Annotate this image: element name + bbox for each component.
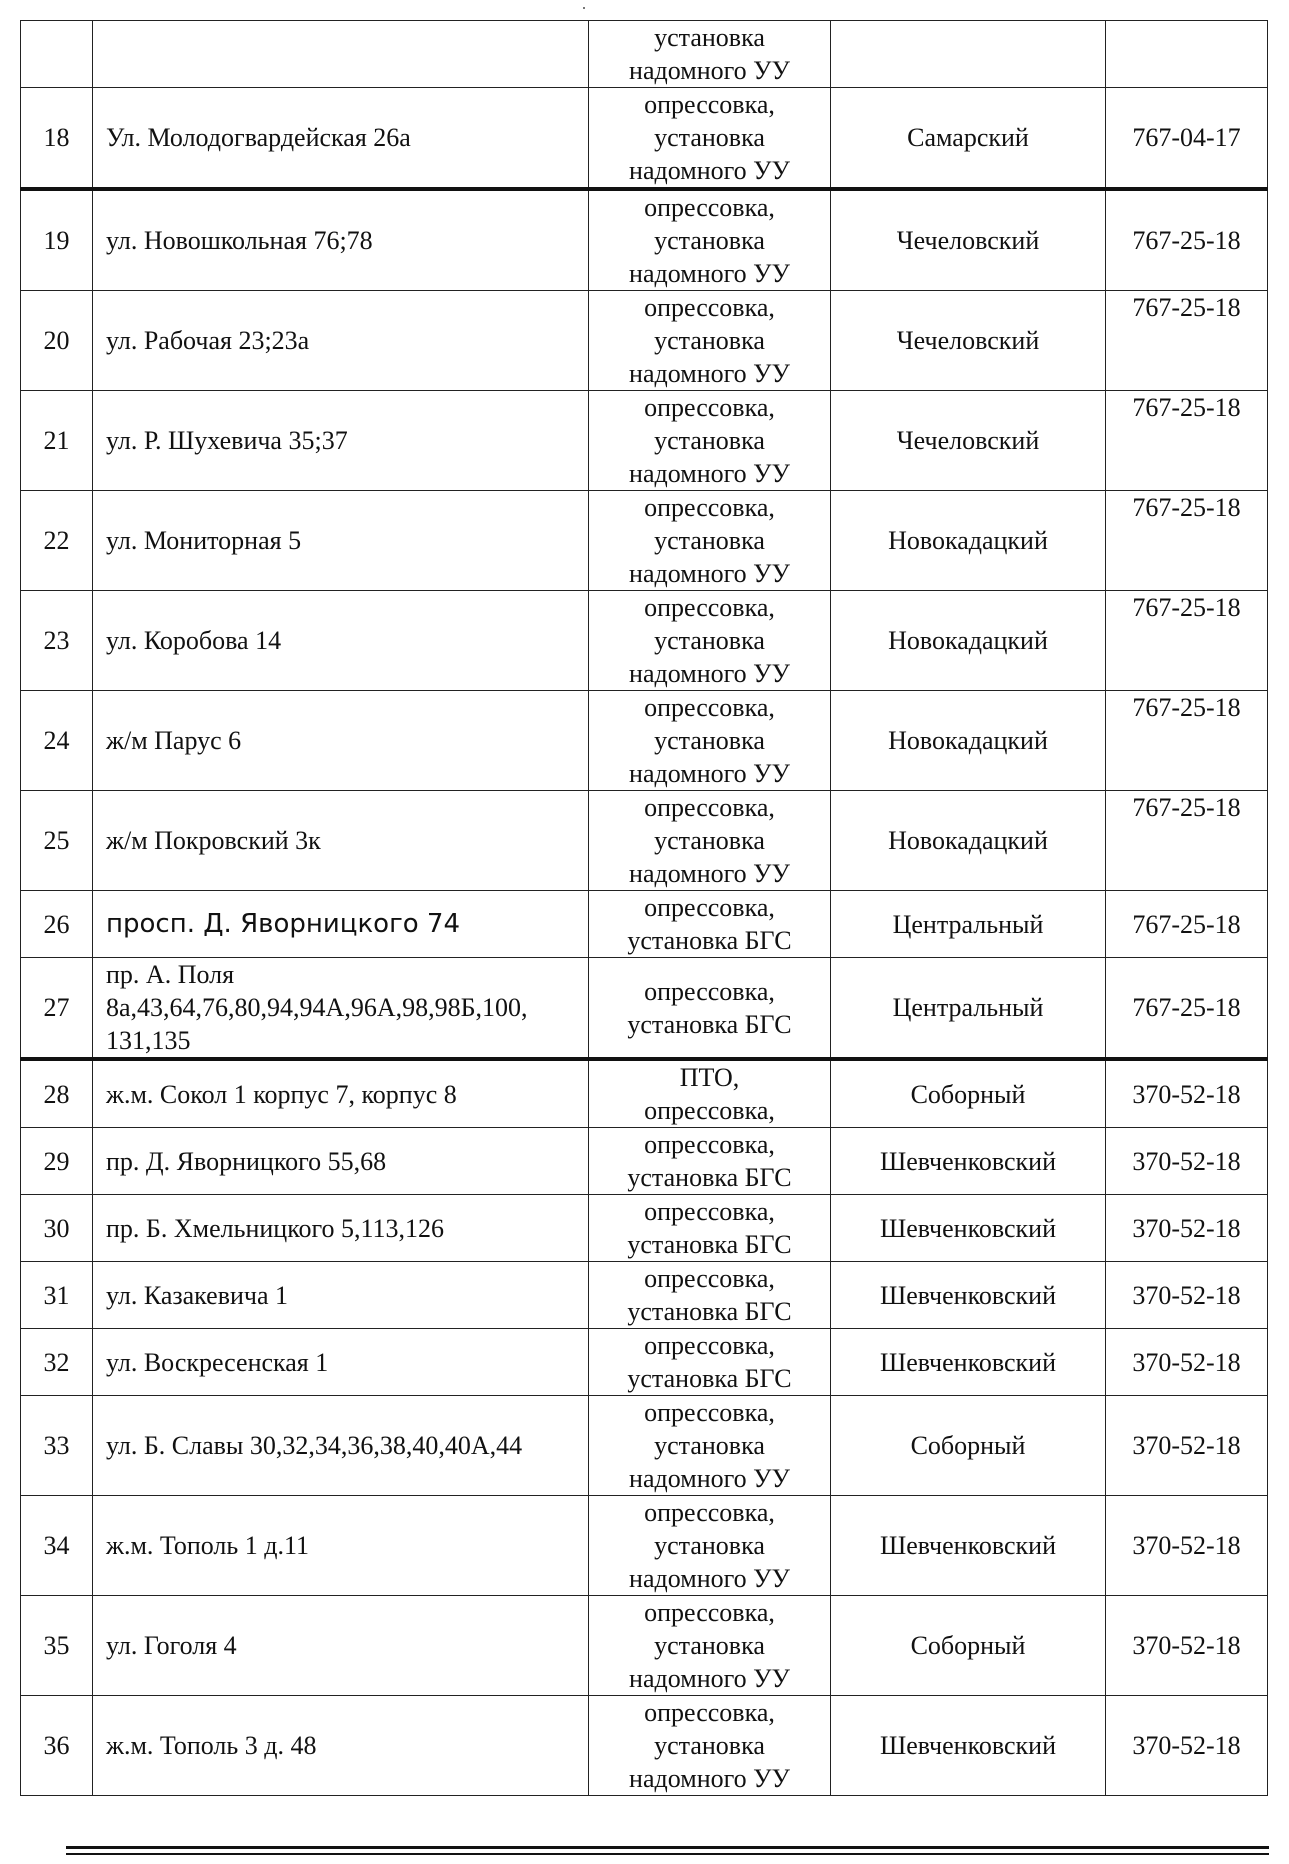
- table-body: [21, 21, 1268, 1796]
- work-type-line: опрессовка,: [644, 1096, 775, 1125]
- row-number: 24: [21, 691, 93, 791]
- address-line: 131,135: [106, 1026, 191, 1055]
- work-type-line: опрессовка,: [644, 393, 775, 422]
- address-cell: [93, 591, 589, 691]
- phone-cell: [1106, 21, 1268, 88]
- work-type-line: надомного УУ: [629, 259, 790, 288]
- row-number: 23: [21, 591, 93, 691]
- phone-cell: 370-52-18: [1106, 1262, 1268, 1329]
- row-number: 22: [21, 491, 93, 591]
- table-row: [21, 1195, 1268, 1262]
- address-line: ул. Новошкольная 76;78: [106, 226, 373, 255]
- address-cell: [93, 1059, 589, 1128]
- work-type-cell: [589, 88, 831, 190]
- address-line: ул. Рабочая 23;23а: [106, 326, 310, 355]
- work-type-line: опрессовка,: [644, 893, 775, 922]
- row-number: 27: [21, 958, 93, 1060]
- bottom-rule: [66, 1846, 1269, 1849]
- address-cell: [93, 1262, 589, 1329]
- work-type-line: опрессовка,: [644, 193, 775, 222]
- work-type-line: опрессовка,: [644, 976, 775, 1006]
- district-cell: Центральный: [831, 891, 1106, 958]
- phone-cell: 767-25-18: [1106, 391, 1268, 491]
- work-type-line: ПТО,: [679, 1063, 740, 1092]
- district-cell: Шевченковский: [831, 1496, 1106, 1596]
- row-number: 32: [21, 1329, 93, 1396]
- work-type-line: надомного УУ: [629, 1664, 790, 1693]
- work-type-cell: [589, 491, 831, 591]
- phone-cell: 370-52-18: [1106, 1396, 1268, 1496]
- phone-cell: 370-52-18: [1106, 1696, 1268, 1796]
- row-number: 18: [21, 88, 93, 190]
- work-type-line: установка БГС: [627, 926, 792, 955]
- district-cell: Новокадацкий: [831, 591, 1106, 691]
- work-type-line: установка БГС: [627, 1009, 792, 1039]
- work-type-line: опрессовка,: [644, 1598, 775, 1627]
- scan-dot: [583, 7, 585, 9]
- address-line: ж.м. Тополь 3 д. 48: [106, 1731, 317, 1760]
- phone-cell: 370-52-18: [1106, 1059, 1268, 1128]
- work-type-line: установка: [654, 526, 765, 555]
- address-cell: [93, 21, 589, 88]
- address-line: ул. Р. Шухевича 35;37: [106, 426, 348, 455]
- district-cell: Чечеловский: [831, 189, 1106, 291]
- row-number: 31: [21, 1262, 93, 1329]
- phone-cell: 370-52-18: [1106, 1329, 1268, 1396]
- table-row: [21, 291, 1268, 391]
- address-cell: [93, 189, 589, 291]
- schedule-table: [20, 20, 1268, 1796]
- work-type-line: опрессовка,: [644, 493, 775, 522]
- district-cell: Шевченковский: [831, 1128, 1106, 1195]
- work-type-cell: [589, 1329, 831, 1396]
- phone-cell: 767-04-17: [1106, 88, 1268, 190]
- work-type-line: установка: [654, 123, 765, 152]
- district-cell: Соборный: [831, 1059, 1106, 1128]
- work-type-cell: [589, 1596, 831, 1696]
- work-type-line: опрессовка,: [644, 1130, 775, 1159]
- work-type-line: опрессовка,: [644, 1498, 775, 1527]
- district-cell: Центральный: [831, 958, 1106, 1060]
- address-line: ж.м. Сокол 1 корпус 7, корпус 8: [106, 1079, 457, 1109]
- work-type-cell: [589, 591, 831, 691]
- address-line: просп. Д. Яворницкого 74: [106, 908, 460, 939]
- row-number: [21, 21, 93, 88]
- district-cell: Шевченковский: [831, 1195, 1106, 1262]
- work-type-line: опрессовка,: [644, 793, 775, 822]
- row-number: 19: [21, 189, 93, 291]
- work-type-cell: [589, 391, 831, 491]
- phone-cell: 767-25-18: [1106, 958, 1268, 1060]
- work-type-cell: [589, 1262, 831, 1329]
- work-type-line: установка: [654, 626, 765, 655]
- address-cell: [93, 391, 589, 491]
- address-cell: [93, 1128, 589, 1195]
- row-number: 30: [21, 1195, 93, 1262]
- work-type-cell: [589, 1195, 831, 1262]
- phone-cell: 370-52-18: [1106, 1128, 1268, 1195]
- district-cell: Шевченковский: [831, 1329, 1106, 1396]
- work-type-line: установка БГС: [627, 1230, 792, 1259]
- work-type-line: установка БГС: [627, 1163, 792, 1192]
- work-type-line: установка БГС: [627, 1297, 792, 1326]
- work-type-line: надомного УУ: [629, 859, 790, 888]
- work-type-line: надомного УУ: [629, 359, 790, 388]
- work-type-cell: [589, 291, 831, 391]
- row-number: 26: [21, 891, 93, 958]
- row-number: 28: [21, 1059, 93, 1128]
- district-cell: Шевченковский: [831, 1262, 1106, 1329]
- row-number: 33: [21, 1396, 93, 1496]
- row-number: 34: [21, 1496, 93, 1596]
- address-cell: [93, 1496, 589, 1596]
- row-number: 36: [21, 1696, 93, 1796]
- table-row: [21, 391, 1268, 491]
- table-row: [21, 1329, 1268, 1396]
- work-type-line: опрессовка,: [644, 1698, 775, 1727]
- work-type-cell: [589, 791, 831, 891]
- work-type-line: установка: [654, 23, 765, 52]
- table-row: [21, 189, 1268, 291]
- phone-cell: 767-25-18: [1106, 891, 1268, 958]
- work-type-line: надомного УУ: [629, 659, 790, 688]
- address-line: ул. Гоголя 4: [106, 1631, 237, 1660]
- work-type-cell: [589, 1496, 831, 1596]
- district-cell: Соборный: [831, 1396, 1106, 1496]
- address-line: ул. Казакевича 1: [106, 1280, 289, 1310]
- work-type-line: опрессовка,: [644, 1197, 775, 1226]
- work-type-line: надомного УУ: [629, 759, 790, 788]
- work-type-line: установка: [654, 1631, 765, 1660]
- phone-cell: 767-25-18: [1106, 491, 1268, 591]
- address-cell: [93, 791, 589, 891]
- work-type-line: установка: [654, 1531, 765, 1560]
- phone-cell: 370-52-18: [1106, 1195, 1268, 1262]
- table-row: [21, 1696, 1268, 1796]
- district-cell: Соборный: [831, 1596, 1106, 1696]
- work-type-line: установка БГС: [627, 1364, 792, 1393]
- table-row: [21, 1396, 1268, 1496]
- work-type-line: опрессовка,: [644, 1398, 775, 1427]
- table-row: [21, 491, 1268, 591]
- work-type-line: надомного УУ: [629, 459, 790, 488]
- work-type-cell: [589, 1059, 831, 1128]
- address-line: ул. Воскресенская 1: [106, 1347, 329, 1377]
- address-cell: [93, 1396, 589, 1496]
- row-number: 20: [21, 291, 93, 391]
- work-type-line: опрессовка,: [644, 1331, 775, 1360]
- address-line: пр. Д. Яворницкого 55,68: [106, 1146, 387, 1176]
- row-number: 25: [21, 791, 93, 891]
- phone-cell: 767-25-18: [1106, 189, 1268, 291]
- phone-cell: 767-25-18: [1106, 691, 1268, 791]
- bottom-rule-thin: [66, 1853, 1269, 1855]
- address-line: Ул. Молодогвардейская 26а: [106, 123, 411, 152]
- table-row: [21, 1059, 1268, 1128]
- phone-cell: 767-25-18: [1106, 291, 1268, 391]
- work-type-line: опрессовка,: [644, 593, 775, 622]
- work-type-line: опрессовка,: [644, 1264, 775, 1293]
- phone-cell: 370-52-18: [1106, 1496, 1268, 1596]
- address-line: ж.м. Тополь 1 д.11: [106, 1531, 310, 1560]
- table-row: [21, 891, 1268, 958]
- district-cell: [831, 21, 1106, 88]
- district-cell: Самарский: [831, 88, 1106, 190]
- row-number: 35: [21, 1596, 93, 1696]
- work-type-line: надомного УУ: [629, 1764, 790, 1793]
- work-type-line: установка: [654, 1731, 765, 1760]
- table-row: [21, 791, 1268, 891]
- address-cell: [93, 1696, 589, 1796]
- work-type-line: надомного УУ: [629, 1564, 790, 1593]
- table-row: [21, 1496, 1268, 1596]
- work-type-line: установка: [654, 726, 765, 755]
- table-row: [21, 691, 1268, 791]
- address-line: пр. А. Поля: [106, 960, 235, 989]
- work-type-cell: [589, 1696, 831, 1796]
- table-row: [21, 958, 1268, 1060]
- table-row: [21, 1128, 1268, 1195]
- work-type-cell: [589, 691, 831, 791]
- phone-cell: 767-25-18: [1106, 791, 1268, 891]
- work-type-cell: [589, 1396, 831, 1496]
- address-line: ж/м Парус 6: [106, 726, 242, 755]
- row-number: 29: [21, 1128, 93, 1195]
- phone-cell: 370-52-18: [1106, 1596, 1268, 1696]
- work-type-line: опрессовка,: [644, 693, 775, 722]
- work-type-line: опрессовка,: [644, 90, 775, 119]
- work-type-line: надомного УУ: [629, 156, 790, 185]
- phone-cell: 767-25-18: [1106, 591, 1268, 691]
- address-cell: [93, 891, 589, 958]
- address-cell: [93, 1195, 589, 1262]
- row-number: 21: [21, 391, 93, 491]
- district-cell: Чечеловский: [831, 291, 1106, 391]
- address-cell: [93, 958, 589, 1060]
- work-type-line: опрессовка,: [644, 293, 775, 322]
- work-type-cell: [589, 958, 831, 1060]
- table-row: [21, 591, 1268, 691]
- address-line: ул. Б. Славы 30,32,34,36,38,40,40А,44: [106, 1431, 523, 1460]
- table-row: [21, 1262, 1268, 1329]
- address-cell: [93, 1596, 589, 1696]
- work-type-cell: [589, 891, 831, 958]
- address-cell: [93, 691, 589, 791]
- work-type-line: установка: [654, 226, 765, 255]
- work-type-cell: [589, 21, 831, 88]
- district-cell: Новокадацкий: [831, 491, 1106, 591]
- district-cell: Новокадацкий: [831, 791, 1106, 891]
- address-line: ул. Мониторная 5: [106, 526, 302, 555]
- address-cell: [93, 88, 589, 190]
- district-cell: Новокадацкий: [831, 691, 1106, 791]
- work-type-line: установка: [654, 826, 765, 855]
- address-cell: [93, 1329, 589, 1396]
- address-cell: [93, 491, 589, 591]
- work-type-line: установка: [654, 326, 765, 355]
- address-cell: [93, 291, 589, 391]
- address-line: 8а,43,64,76,80,94,94А,96А,98,98Б,100,: [106, 993, 528, 1022]
- work-type-line: надомного УУ: [629, 1464, 790, 1493]
- work-type-cell: [589, 189, 831, 291]
- work-type-line: надомного УУ: [629, 56, 790, 85]
- work-type-line: установка: [654, 1431, 765, 1460]
- work-type-line: надомного УУ: [629, 559, 790, 588]
- district-cell: Шевченковский: [831, 1696, 1106, 1796]
- table-row: [21, 21, 1268, 88]
- address-line: ул. Коробова 14: [106, 626, 282, 655]
- table-row: [21, 88, 1268, 190]
- district-cell: Чечеловский: [831, 391, 1106, 491]
- address-line: пр. Б. Хмельницкого 5,113,126: [106, 1213, 445, 1243]
- work-type-cell: [589, 1128, 831, 1195]
- address-line: ж/м Покровский 3к: [106, 826, 321, 855]
- work-type-line: установка: [654, 426, 765, 455]
- table-row: [21, 1596, 1268, 1696]
